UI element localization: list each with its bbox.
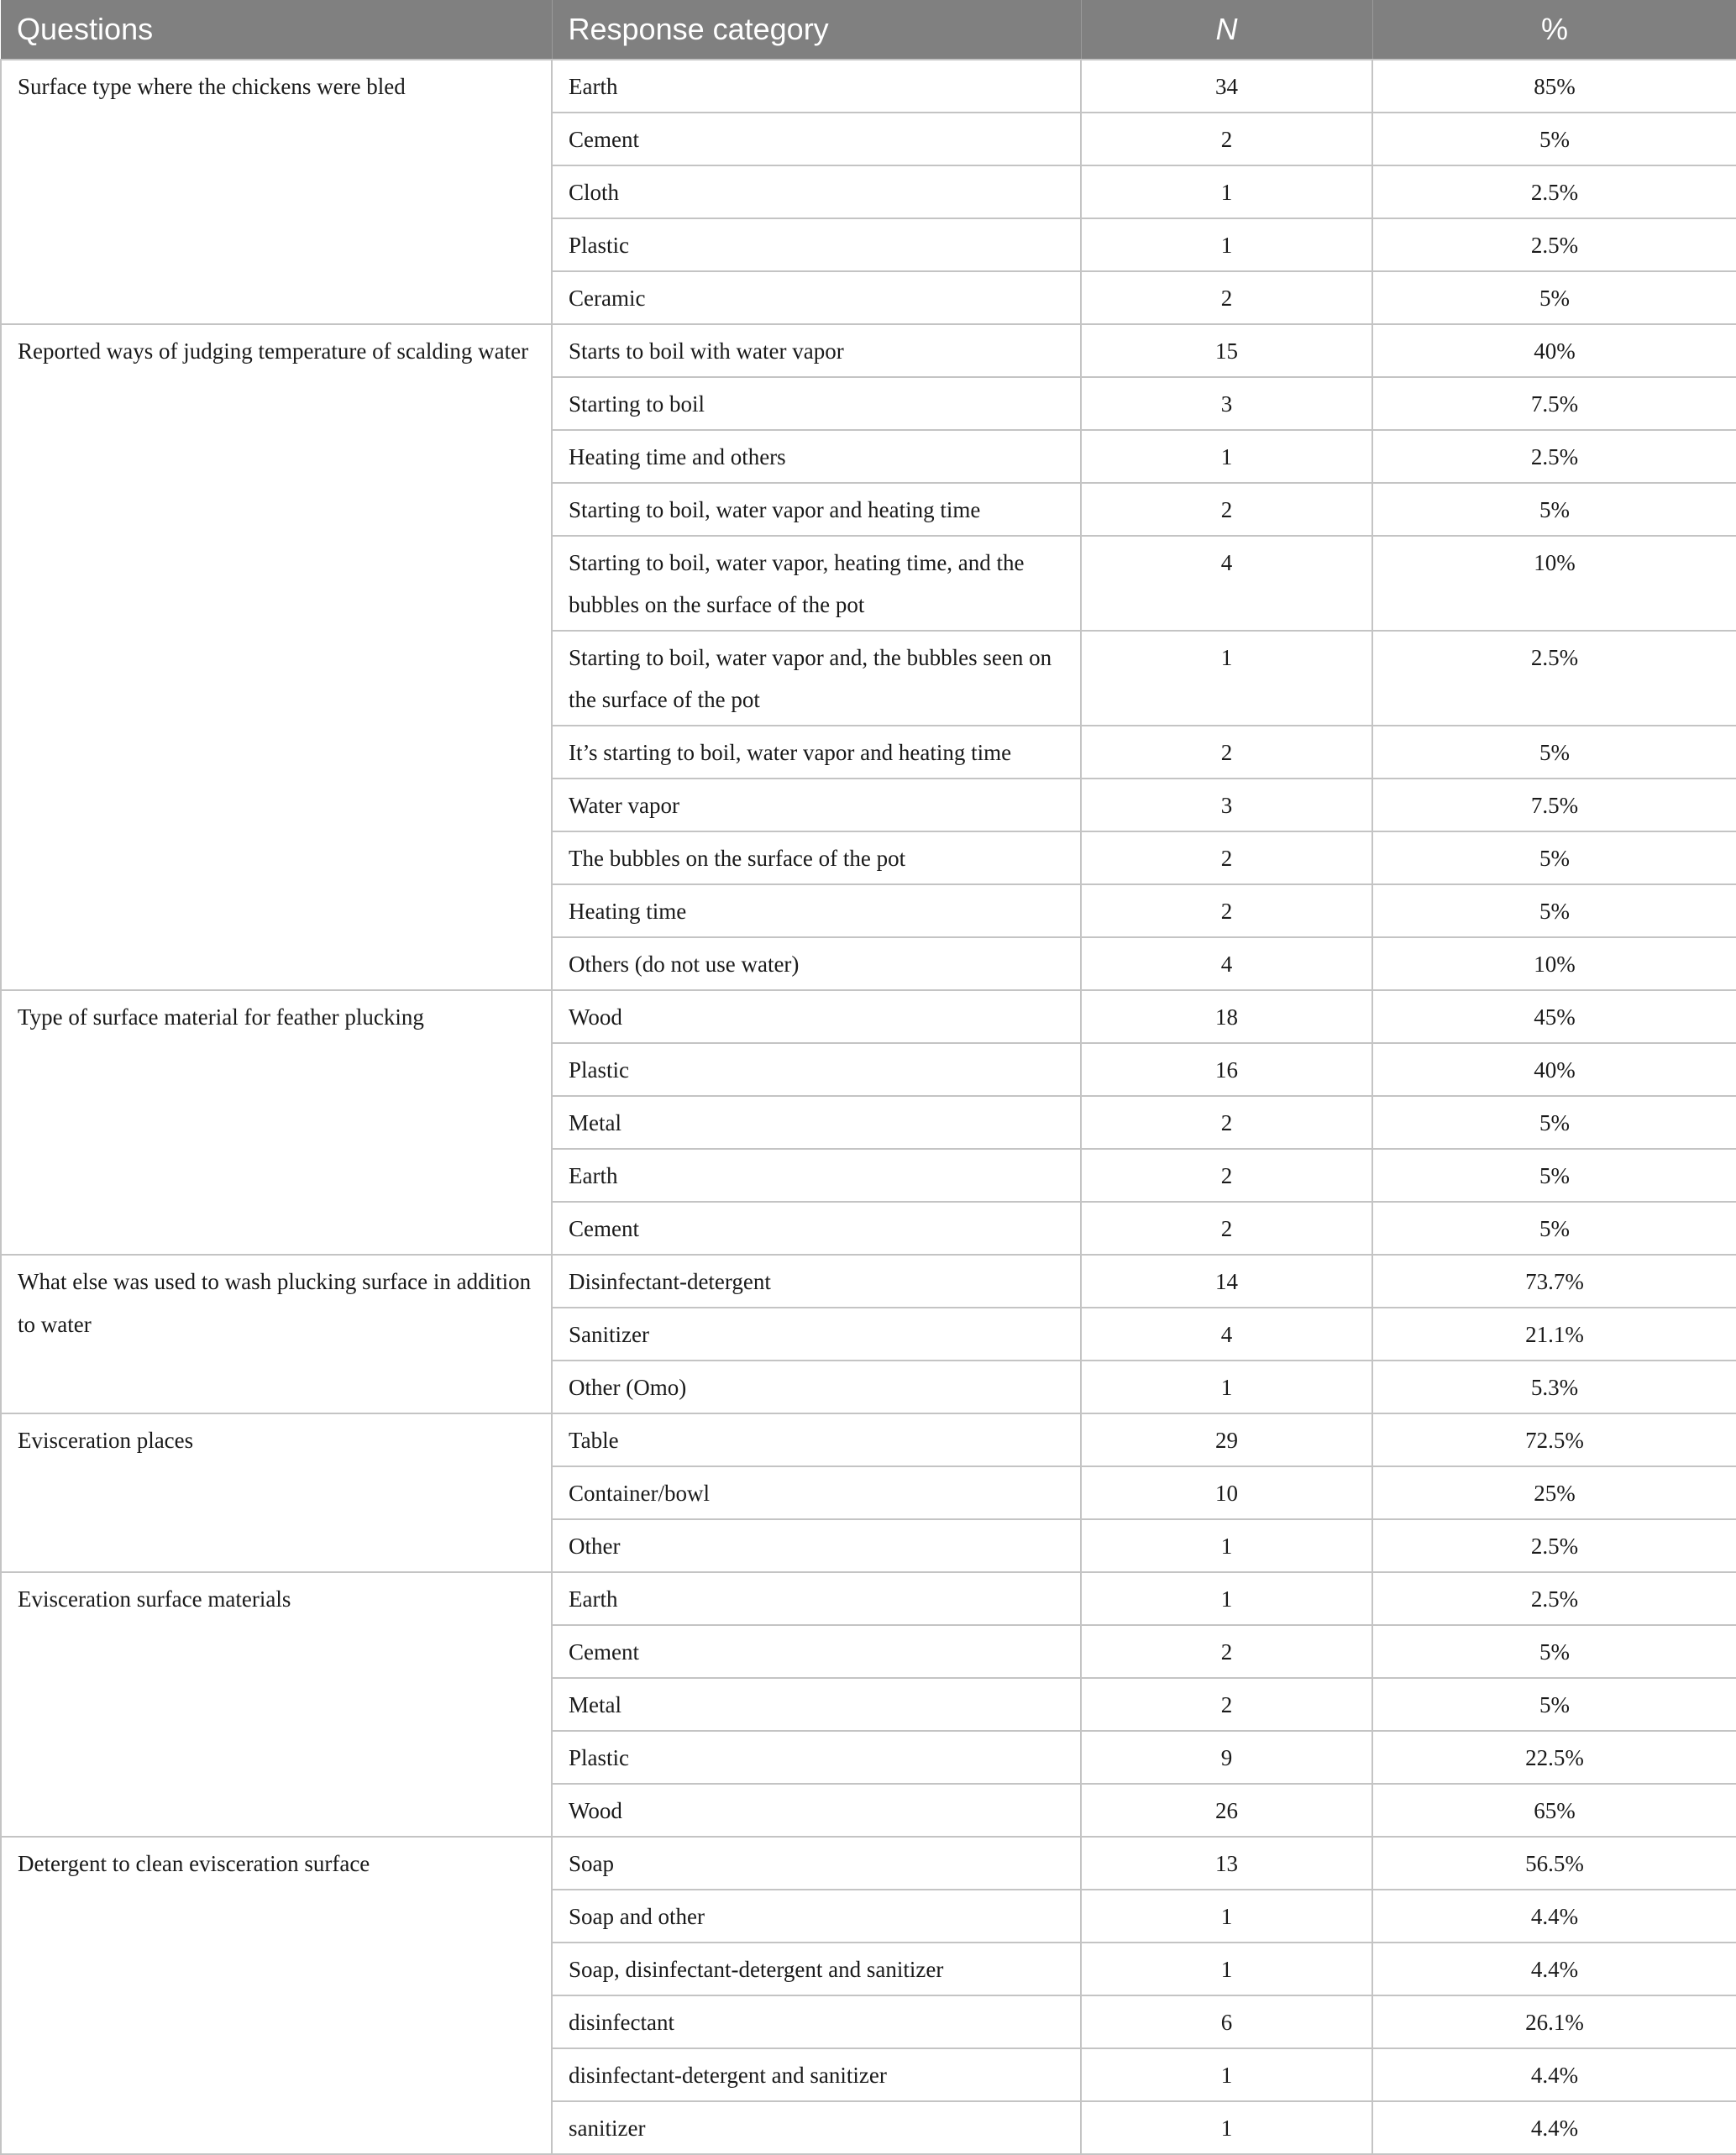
table-row [1, 324, 1736, 377]
n-cell: 2 [1081, 483, 1372, 536]
percent-cell: 22.5% [1372, 1731, 1736, 1784]
table-body [1, 60, 1736, 2154]
percent-cell: 7.5% [1372, 377, 1736, 430]
response-category-cell: Plastic [552, 218, 1081, 271]
response-category-cell: It’s starting to boil, water vapor and heating time [552, 726, 1081, 779]
response-category-cell: Cement [552, 1625, 1081, 1678]
response-category-cell: Disinfectant-detergent [552, 1255, 1081, 1308]
n-cell: 1 [1081, 1572, 1372, 1625]
n-cell: 6 [1081, 1995, 1372, 2048]
header-percent: % [1372, 0, 1736, 60]
response-category-cell: Plastic [552, 1043, 1081, 1096]
response-category-cell: Plastic [552, 1731, 1081, 1784]
header-row [1, 0, 1736, 60]
response-category-cell: Soap, disinfectant-detergent and sanitizer [552, 1943, 1081, 1995]
table-row [1, 60, 1736, 113]
response-category-cell: Cement [552, 113, 1081, 165]
response-category-cell: Starting to boil, water vapor and, the bubbles seen on the surface of the pot [552, 631, 1081, 726]
response-category-cell: Metal [552, 1678, 1081, 1731]
n-cell: 1 [1081, 2101, 1372, 2154]
response-category-cell: Ceramic [552, 271, 1081, 324]
response-category-cell: Sanitizer [552, 1308, 1081, 1361]
question-cell: Surface type where the chickens were bled [1, 60, 552, 324]
response-category-cell: Heating time [552, 884, 1081, 937]
percent-cell: 5% [1372, 1678, 1736, 1731]
percent-cell: 5% [1372, 1202, 1736, 1255]
percent-cell: 40% [1372, 1043, 1736, 1096]
n-cell: 1 [1081, 430, 1372, 483]
question-cell: Evisceration places [1, 1413, 552, 1572]
response-category-cell: Starts to boil with water vapor [552, 324, 1081, 377]
response-category-cell: Earth [552, 1572, 1081, 1625]
percent-cell: 2.5% [1372, 1519, 1736, 1572]
response-category-cell: Cloth [552, 165, 1081, 218]
percent-cell: 7.5% [1372, 779, 1736, 831]
n-cell: 15 [1081, 324, 1372, 377]
header-n: N [1081, 0, 1372, 60]
response-category-cell: Others (do not use water) [552, 937, 1081, 990]
percent-cell: 5% [1372, 1625, 1736, 1678]
n-cell: 18 [1081, 990, 1372, 1043]
percent-cell: 5% [1372, 726, 1736, 779]
n-cell: 2 [1081, 1096, 1372, 1149]
response-category-cell: Wood [552, 990, 1081, 1043]
n-cell: 1 [1081, 218, 1372, 271]
question-cell: Reported ways of judging temperature of scalding water [1, 324, 552, 990]
table-header [1, 0, 1736, 60]
percent-cell: 2.5% [1372, 430, 1736, 483]
response-category-cell: Other (Omo) [552, 1361, 1081, 1413]
n-cell: 26 [1081, 1784, 1372, 1837]
response-category-cell: Wood [552, 1784, 1081, 1837]
question-cell: Evisceration surface materials [1, 1572, 552, 1837]
percent-cell: 25% [1372, 1466, 1736, 1519]
n-cell: 1 [1081, 1943, 1372, 1995]
response-category-cell: The bubbles on the surface of the pot [552, 831, 1081, 884]
percent-cell: 2.5% [1372, 165, 1736, 218]
n-cell: 2 [1081, 113, 1372, 165]
table-row [1, 1837, 1736, 1890]
percent-cell: 5% [1372, 271, 1736, 324]
percent-cell: 5% [1372, 884, 1736, 937]
response-category-cell: Starting to boil [552, 377, 1081, 430]
n-cell: 3 [1081, 779, 1372, 831]
response-category-cell: disinfectant [552, 1995, 1081, 2048]
table-row [1, 1572, 1736, 1625]
percent-cell: 73.7% [1372, 1255, 1736, 1308]
percent-cell: 72.5% [1372, 1413, 1736, 1466]
n-cell: 10 [1081, 1466, 1372, 1519]
percent-cell: 4.4% [1372, 2048, 1736, 2101]
question-cell: Type of surface material for feather plucking [1, 990, 552, 1255]
table-row [1, 990, 1736, 1043]
response-category-cell: sanitizer [552, 2101, 1081, 2154]
n-cell: 2 [1081, 831, 1372, 884]
percent-cell: 5% [1372, 113, 1736, 165]
n-cell: 1 [1081, 2048, 1372, 2101]
percent-cell: 65% [1372, 1784, 1736, 1837]
percent-cell: 26.1% [1372, 1995, 1736, 2048]
n-cell: 2 [1081, 1625, 1372, 1678]
n-cell: 2 [1081, 1149, 1372, 1202]
n-cell: 2 [1081, 1202, 1372, 1255]
response-category-cell: Container/bowl [552, 1466, 1081, 1519]
n-cell: 13 [1081, 1837, 1372, 1890]
response-category-cell: Soap [552, 1837, 1081, 1890]
response-category-cell: Soap and other [552, 1890, 1081, 1943]
header-response-category: Response category [552, 0, 1081, 60]
table-row [1, 1413, 1736, 1466]
n-cell: 1 [1081, 165, 1372, 218]
response-category-cell: Earth [552, 60, 1081, 113]
n-cell: 3 [1081, 377, 1372, 430]
n-cell: 4 [1081, 536, 1372, 631]
n-cell: 2 [1081, 884, 1372, 937]
percent-cell: 5% [1372, 483, 1736, 536]
percent-cell: 4.4% [1372, 1943, 1736, 1995]
n-cell: 4 [1081, 1308, 1372, 1361]
n-cell: 2 [1081, 1678, 1372, 1731]
n-cell: 1 [1081, 631, 1372, 726]
percent-cell: 5% [1372, 1096, 1736, 1149]
n-cell: 9 [1081, 1731, 1372, 1784]
n-cell: 1 [1081, 1890, 1372, 1943]
percent-cell: 56.5% [1372, 1837, 1736, 1890]
question-cell: Detergent to clean evisceration surface [1, 1837, 552, 2154]
response-category-cell: Starting to boil, water vapor and heating time [552, 483, 1081, 536]
n-cell: 14 [1081, 1255, 1372, 1308]
n-cell: 34 [1081, 60, 1372, 113]
n-cell: 2 [1081, 726, 1372, 779]
n-cell: 4 [1081, 937, 1372, 990]
header-questions: Questions [1, 0, 552, 60]
percent-cell: 10% [1372, 937, 1736, 990]
percent-cell: 10% [1372, 536, 1736, 631]
n-cell: 1 [1081, 1519, 1372, 1572]
n-cell: 2 [1081, 271, 1372, 324]
response-category-cell: disinfectant-detergent and sanitizer [552, 2048, 1081, 2101]
percent-cell: 2.5% [1372, 218, 1736, 271]
response-category-cell: Starting to boil, water vapor, heating time, and the bubbles on the surface of the pot [552, 536, 1081, 631]
response-category-cell: Metal [552, 1096, 1081, 1149]
percent-cell: 45% [1372, 990, 1736, 1043]
percent-cell: 5.3% [1372, 1361, 1736, 1413]
table-row [1, 1255, 1736, 1308]
percent-cell: 5% [1372, 1149, 1736, 1202]
n-cell: 1 [1081, 1361, 1372, 1413]
percent-cell: 5% [1372, 831, 1736, 884]
percent-cell: 85% [1372, 60, 1736, 113]
response-category-cell: Heating time and others [552, 430, 1081, 483]
percent-cell: 4.4% [1372, 2101, 1736, 2154]
response-category-cell: Cement [552, 1202, 1081, 1255]
response-category-cell: Table [552, 1413, 1081, 1466]
n-cell: 16 [1081, 1043, 1372, 1096]
percent-cell: 40% [1372, 324, 1736, 377]
response-category-cell: Earth [552, 1149, 1081, 1202]
percent-cell: 21.1% [1372, 1308, 1736, 1361]
percent-cell: 2.5% [1372, 1572, 1736, 1625]
n-cell: 29 [1081, 1413, 1372, 1466]
percent-cell: 4.4% [1372, 1890, 1736, 1943]
question-cell: What else was used to wash plucking surface in addition to water [1, 1255, 552, 1413]
response-category-cell: Water vapor [552, 779, 1081, 831]
percent-cell: 2.5% [1372, 631, 1736, 726]
response-category-cell: Other [552, 1519, 1081, 1572]
